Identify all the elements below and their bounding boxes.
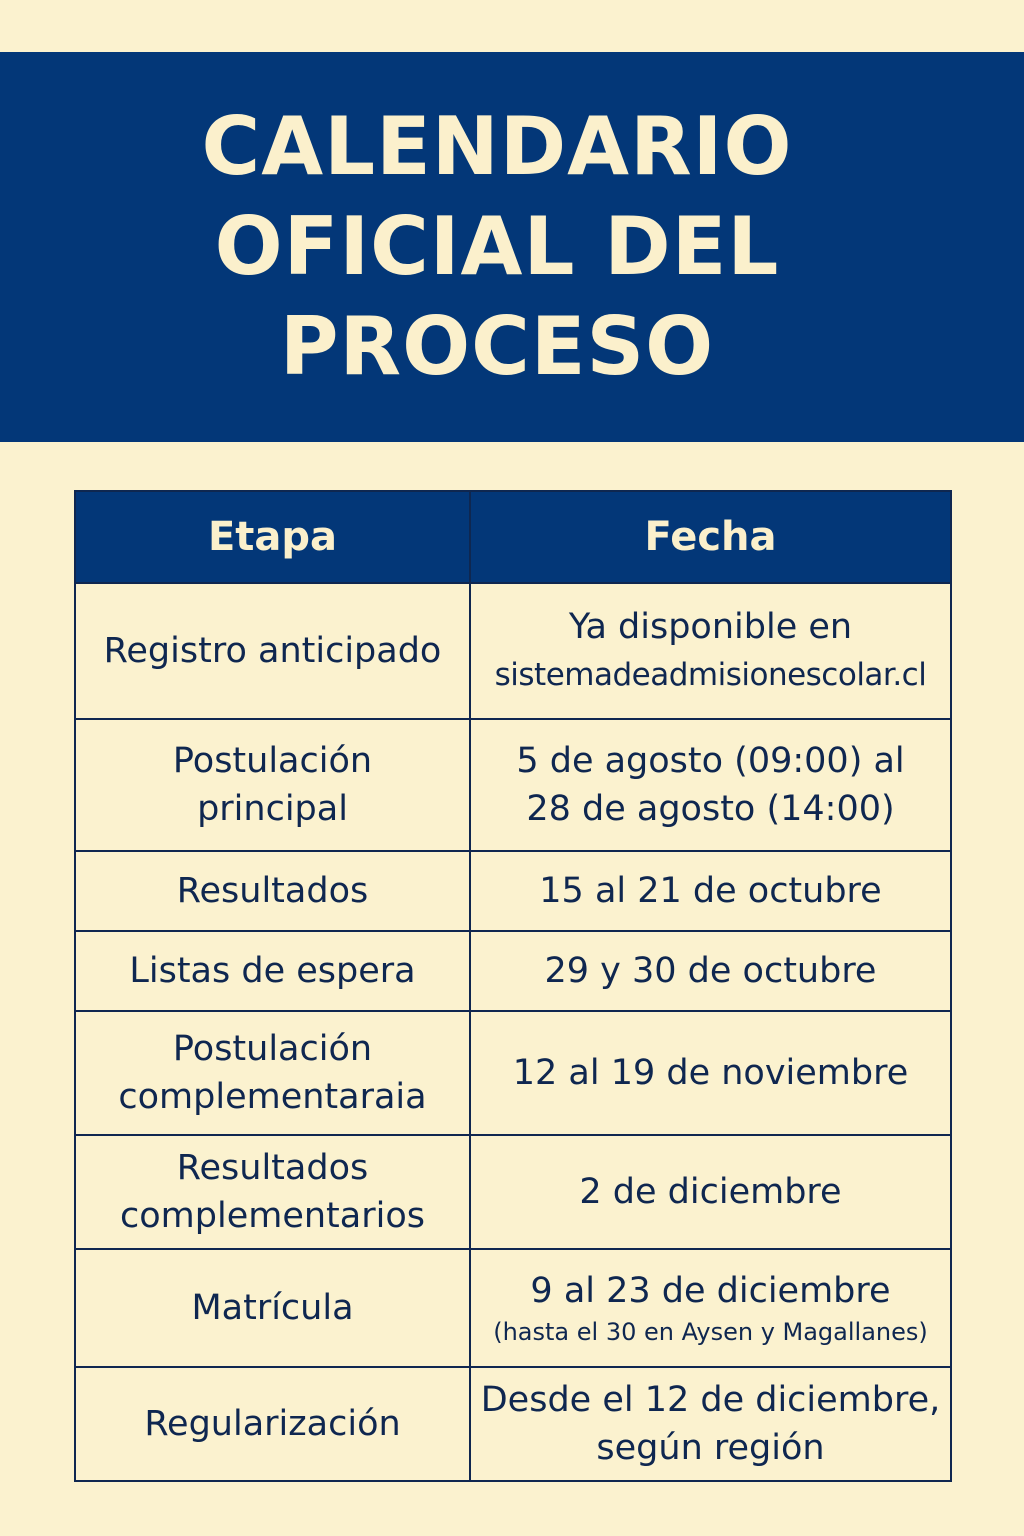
stage-cell (75, 1367, 470, 1481)
date-cell (470, 1367, 951, 1481)
date-text: 2 de diciembre (579, 1172, 842, 1212)
title-line: PROCESO (279, 300, 715, 393)
stage-text: complementarios (120, 1196, 425, 1236)
stage-text: Registro anticipado (103, 631, 442, 671)
stage-cell (75, 719, 470, 851)
table-row (75, 1135, 951, 1249)
table-row (75, 583, 951, 719)
date-text: 15 al 21 de octubre (539, 871, 882, 911)
stage-text: Postulación (172, 1029, 373, 1069)
date-text: Desde el 12 de diciembre, (480, 1380, 941, 1420)
page-title (202, 97, 793, 397)
date-cell (470, 1011, 951, 1135)
table-row (75, 851, 951, 931)
date-text: 9 al 23 de diciembre (530, 1271, 891, 1311)
stage-text: Regularización (144, 1404, 401, 1444)
table-header-row (75, 491, 951, 583)
header-stage: Etapa (75, 491, 470, 583)
title-line: CALENDARIO (201, 100, 793, 193)
header-date: Fecha (470, 491, 951, 583)
date-text: Ya disponible en (568, 607, 853, 647)
stage-cell (75, 583, 470, 719)
stage-text: principal (197, 789, 348, 829)
table-row (75, 719, 951, 851)
stage-text: Postulación (172, 741, 373, 781)
stage-cell (75, 1249, 470, 1367)
date-cell (470, 583, 951, 719)
date-note: (hasta el 30 en Aysen y Magallanes) (493, 1318, 928, 1346)
title-line: OFICIAL DEL (214, 200, 780, 293)
date-text: 12 al 19 de noviembre (512, 1053, 909, 1093)
schedule-table (74, 490, 952, 1482)
stage-text: Resultados (176, 1148, 369, 1188)
table-row (75, 1367, 951, 1481)
stage-cell (75, 1135, 470, 1249)
date-cell (470, 1135, 951, 1249)
date-cell (470, 1249, 951, 1367)
stage-text: Matrícula (191, 1288, 354, 1328)
stage-text: Resultados (176, 871, 369, 911)
table-row (75, 1249, 951, 1367)
stage-cell (75, 1011, 470, 1135)
date-text: 28 de agosto (14:00) (526, 789, 895, 829)
stage-text: Listas de espera (129, 951, 416, 991)
title-banner (0, 52, 1024, 442)
date-text: según región (596, 1428, 825, 1468)
date-text: 5 de agosto (09:00) al (516, 741, 905, 781)
date-cell (470, 719, 951, 851)
website-link[interactable]: sistemadeadmisionescolar.cl (494, 657, 927, 693)
table-row (75, 931, 951, 1011)
stage-cell (75, 851, 470, 931)
date-cell (470, 931, 951, 1011)
table-row (75, 1011, 951, 1135)
date-cell (470, 851, 951, 931)
stage-cell (75, 931, 470, 1011)
date-text: 29 y 30 de octubre (544, 951, 877, 991)
stage-text: complementaraia (118, 1077, 427, 1117)
